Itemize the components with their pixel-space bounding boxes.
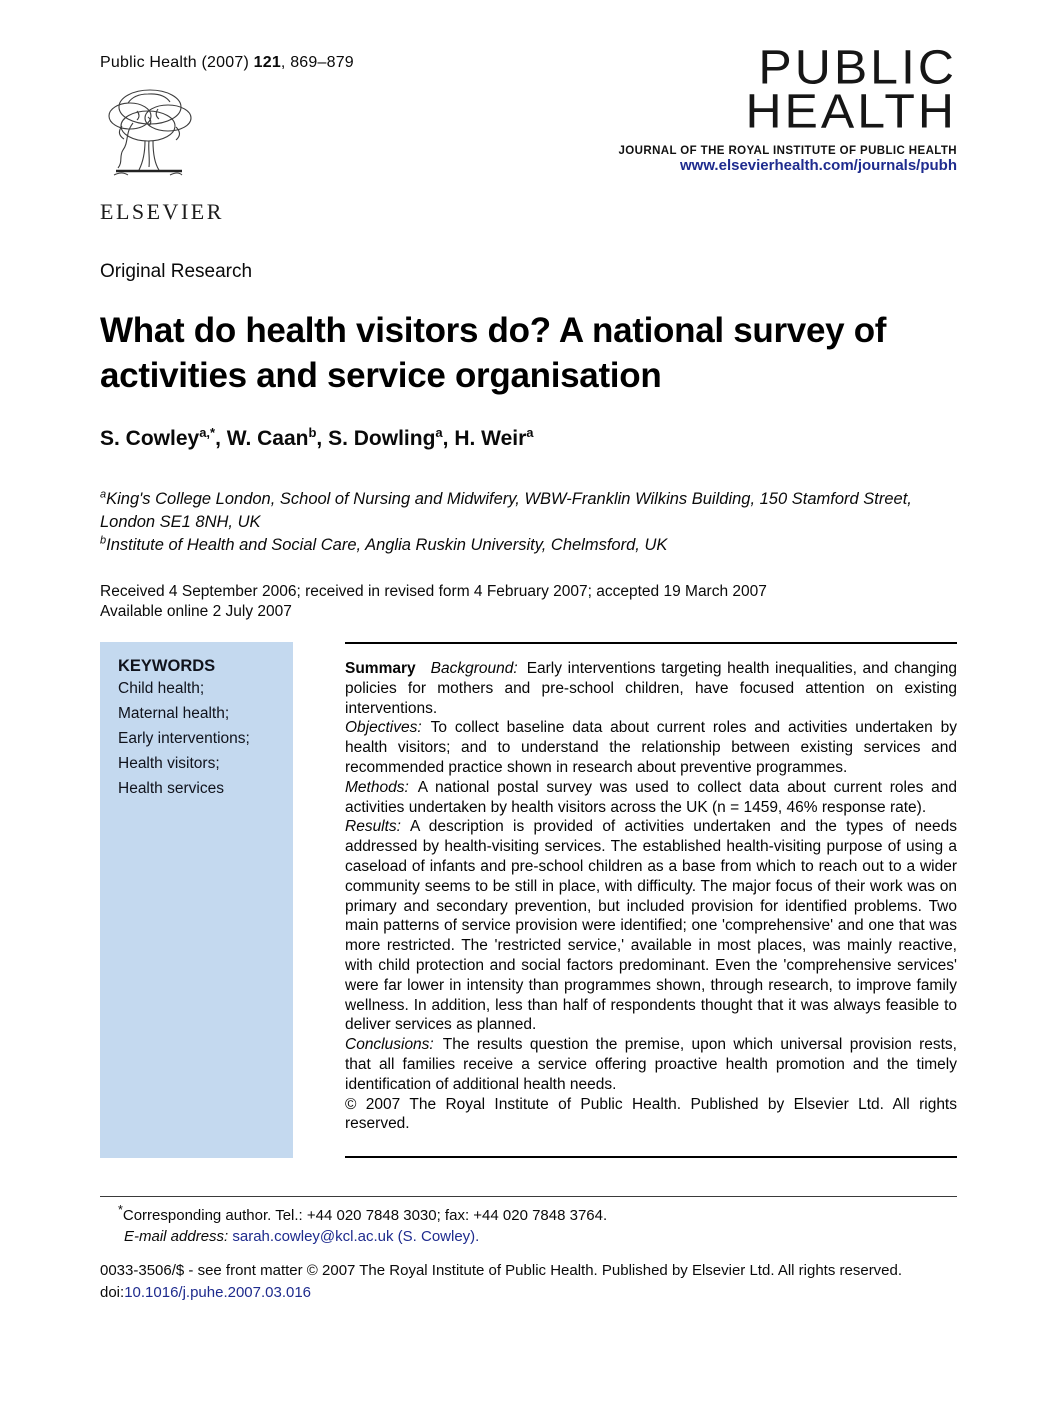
paragraph-label: Methods: <box>345 778 409 796</box>
summary-heading: Summary <box>345 660 416 677</box>
author-name: S. Cowley <box>100 427 200 450</box>
summary-paragraph-results: Results: A description is provided of activities undertaken and the types of needs addressed by health-visiting services. The established health-visiting purpose of using a caseload of infants and pre-school children as a base from which to reach out to a wider community seems to be still in place, with difficulty. The major focus of their work was on primary and secondary prevention, but included provision for identified problems. Two main patterns of service provision were identified; one 'comprehensive' and one that was more restricted. The 'restricted service,' available in most places, was mainly reactive, with child protection and social factors predominant. Even the 'comprehensive services' were far lower in intensity than programmes shown, through research, to improve family wellness. In addition, less than half of respondents thought that it was always feasible to deliver services as planned. <box>345 818 957 1034</box>
summary-copyright: © 2007 The Royal Institute of Public Health. Published by Elsevier Ltd. All rights reserved. <box>345 1095 957 1133</box>
page-footer <box>100 1196 957 1304</box>
article-title-line1: What do health visitors do? A national survey of <box>100 311 887 350</box>
author-affiliation-marker: a,* <box>199 425 216 440</box>
article-type-label: Original Research <box>100 261 253 282</box>
keywords-heading: KEYWORDS <box>118 657 216 675</box>
elsevier-logo <box>100 81 354 225</box>
keyword-item: Maternal health; <box>118 705 230 722</box>
keywords-box <box>100 642 293 1158</box>
summary-paragraph-objectives: Objectives: To collect baseline data about current roles and activities undertaken by health visitors; and to understand the relationship between existing services and recommended practice shown in research about preventive programmes. <box>345 719 957 776</box>
author-name: W. Caan <box>226 427 309 450</box>
header-left <box>100 54 354 225</box>
doi-line <box>100 1282 957 1304</box>
elsevier-wordmark: ELSEVIER <box>100 199 224 224</box>
doi-link[interactable]: 10.1016/j.puhe.2007.03.016 <box>124 1284 312 1301</box>
summary-paragraph-conclusions: Conclusions: The results question the premise, upon which universal provision rests, that all families receive a service offering proactive health promotion and the timely identification of additional health needs. <box>345 1036 957 1093</box>
paragraph-label: Background: <box>430 660 518 677</box>
masthead-word-health: HEALTH <box>745 84 957 138</box>
author-affiliation-marker: b <box>308 425 317 440</box>
masthead-subtitle: JOURNAL OF THE ROYAL INSTITUTE OF PUBLIC HEALTH <box>618 145 957 157</box>
author-name: H. Weir <box>454 427 527 450</box>
journal-ref-volume: 121 <box>253 54 281 71</box>
corresponding-author-footnote: *Corresponding author. Tel.: +44 020 7848 3030; fax: +44 020 7848 3764. <box>118 1203 608 1224</box>
abstract-section <box>100 642 957 1158</box>
summary-paragraph-methods: Methods: A national postal survey was used to collect data about current roles and activities undertaken by health visitors across the UK (n = 1459, 46% response rate). <box>345 778 957 816</box>
author-affiliation-marker: a <box>435 425 443 440</box>
email-suffix: (S. Cowley). <box>393 1228 480 1245</box>
email-label: E-mail address: <box>124 1228 229 1245</box>
issn-copyright-line: 0033-3506/$ - see front matter © 2007 The Royal Institute of Public Health. Published by Elsevier Ltd. All rights reserved. <box>100 1262 903 1279</box>
affiliations <box>100 488 957 557</box>
summary-column <box>345 642 957 1158</box>
article-history <box>100 582 957 622</box>
copyright-block <box>100 1260 957 1304</box>
journal-reference <box>100 54 354 72</box>
page-header <box>100 40 957 225</box>
journal-website-link[interactable]: www.elsevierhealth.com/journals/pubh <box>679 157 957 174</box>
email-link[interactable]: sarah.cowley@kcl.ac.uk <box>232 1228 394 1245</box>
journal-masthead <box>618 40 957 175</box>
article-title <box>100 308 957 398</box>
keyword-item: Child health; <box>118 680 205 697</box>
email-footnote <box>100 1226 957 1247</box>
doi-label: doi: <box>100 1284 125 1301</box>
summary-paragraph-background: Summary Background: Early interventions targeting health inequalities, and changing policies for mothers and pre-school children, have focused attention on existing interventions. <box>345 660 957 717</box>
masthead-word-public: PUBLIC <box>758 40 957 94</box>
affiliation-a: $^a$King's College London, School of Nursing and Midwifery, WBW-Franklin Wilkins Building, 150 Stamford Street, London SE1 8NH, UK <box>100 488 912 531</box>
paragraph-label: Results: <box>345 818 401 836</box>
author-list: S. Cowley$^{a,*}$, W. Caan$^b$, S. Dowling$^a$, H. Weir$^a$ <box>100 425 534 450</box>
author-affiliation-marker: a <box>526 425 534 440</box>
elsevier-tree-logo-icon <box>100 180 200 197</box>
article-title-line2: activities and service organisation <box>100 356 662 395</box>
keyword-item: Early interventions; <box>118 730 250 747</box>
author-name: S. Dowling <box>328 427 436 450</box>
received-dates: Received 4 September 2006; received in revised form 4 February 2007; accepted 19 March 2007 <box>100 583 767 600</box>
footnote-marker: * <box>118 1203 123 1217</box>
available-online-date: Available online 2 July 2007 <box>100 603 292 620</box>
keyword-item: Health visitors; <box>118 755 220 772</box>
paragraph-label: Objectives: <box>345 719 422 737</box>
keyword-item: Health services <box>118 780 224 797</box>
journal-ref-prefix: Public Health (2007) <box>100 54 254 71</box>
affiliation-b: $^b$Institute of Health and Social Care, Anglia Ruskin University, Chelmsford, UK <box>100 534 668 554</box>
journal-ref-pages: , 869–879 <box>280 54 354 71</box>
paragraph-label: Conclusions: <box>345 1036 434 1054</box>
